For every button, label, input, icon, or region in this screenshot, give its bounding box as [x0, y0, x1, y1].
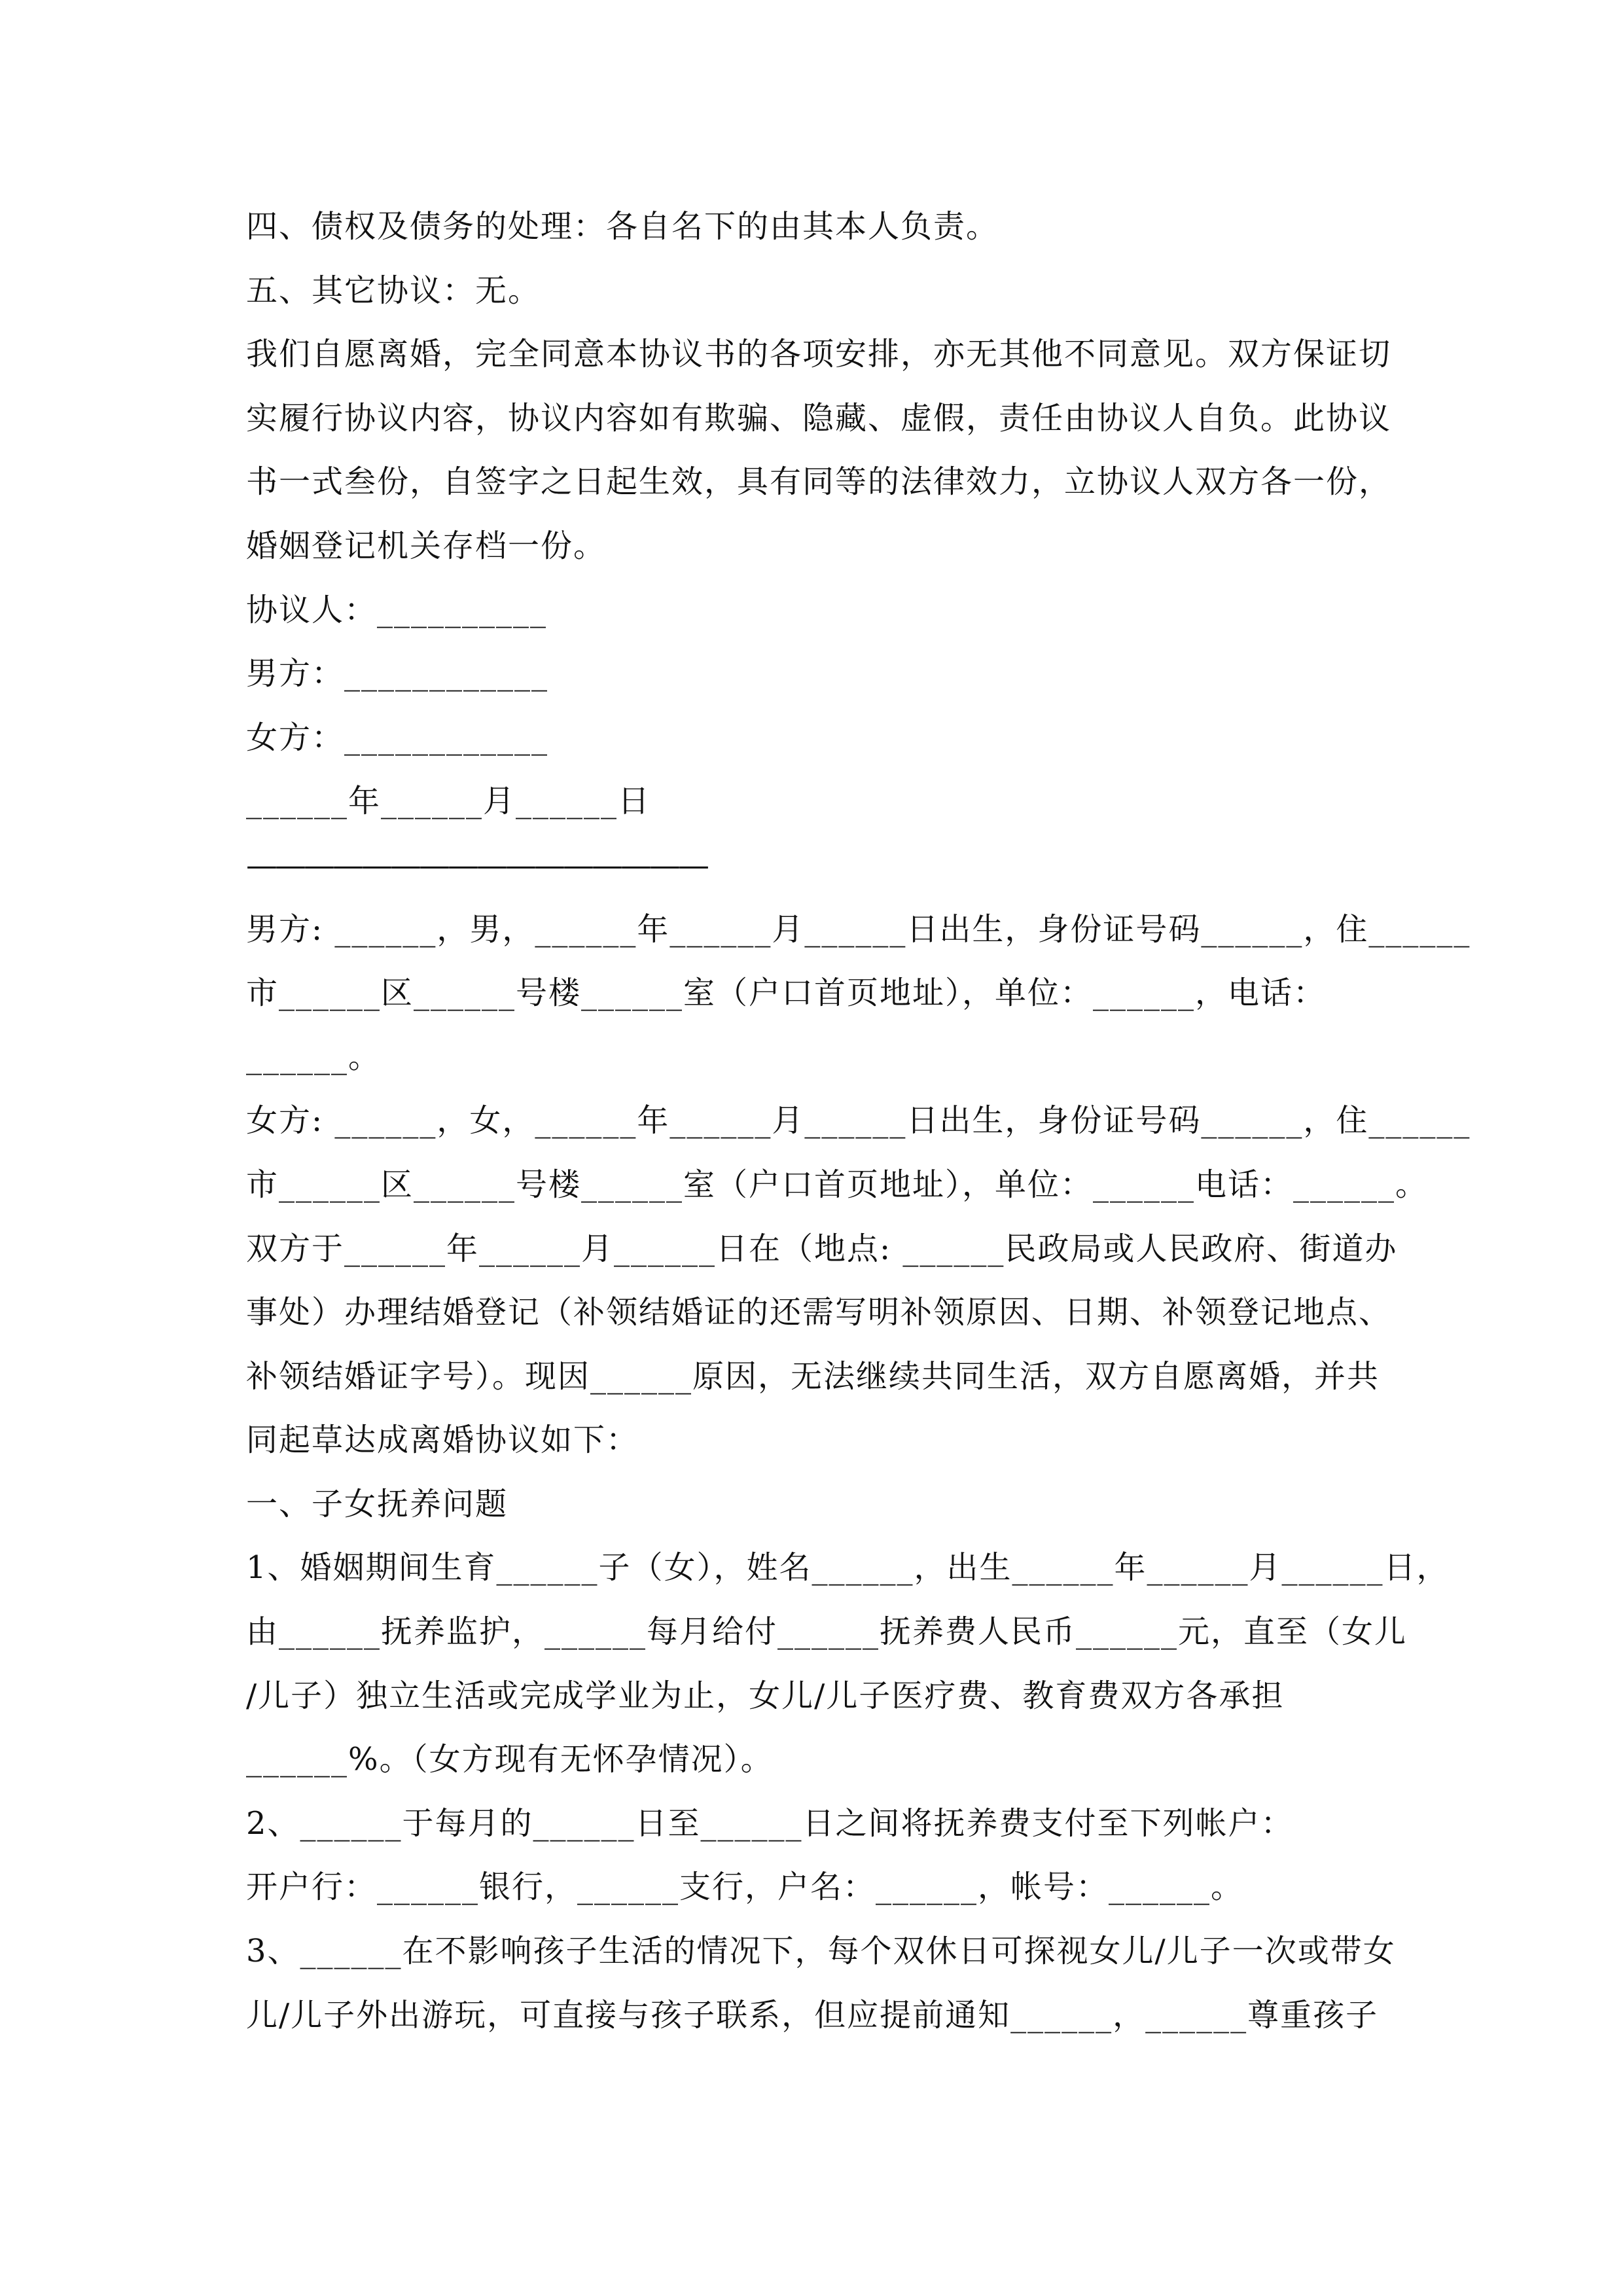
male-party-info: 男方: ______，男，______年______月______日出生，身份证号码______，住______ [246, 910, 1471, 948]
other-agreement-clause: 五、其它协议：无。 [246, 272, 541, 309]
marriage-registration-paragraph: 事处）办理结婚登记（补领结婚证的还需写明补领原因、日期、补领登记地点、 [246, 1294, 1392, 1331]
female-party-info: 女方: ______，女，______年______月______日出生，身份证号码______，住______ [246, 1102, 1471, 1139]
male-party-info: 市______区______号楼______室（户口首页地址），单位：______，电话： [246, 975, 1327, 1012]
male-party-info: ______。 [246, 1038, 382, 1075]
marriage-registration-paragraph: 同起草达成离婚协议如下： [246, 1422, 639, 1459]
statement-paragraph: 婚姻登记机关存档一份。 [246, 527, 607, 564]
section-divider: ———————————————— [246, 846, 707, 884]
custody-clause-2: 2、______于每月的______日至______日之间将抚养费支付至下列帐户： [246, 1804, 1294, 1842]
signatory-field: 协议人：__________ [246, 591, 548, 628]
female-signature-field: 女方：____________ [246, 719, 549, 756]
statement-paragraph: 我们自愿离婚，完全同意本协议书的各项安排，亦无其他不同意见。双方保证切 [246, 336, 1392, 373]
marriage-registration-paragraph: 补领结婚证字号）。现因______原因，无法继续共同生活，双方自愿离婚，并共 [246, 1357, 1380, 1395]
custody-clause-1: /儿子）独立生活或完成学业为止，女儿/儿子医疗费、教育费双方各承担 [246, 1677, 1285, 1714]
statement-paragraph: 书一式叁份，自签字之日起生效，具有同等的法律效力，立协议人双方各一份， [246, 463, 1392, 501]
child-custody-heading: 一、子女抚养问题 [246, 1485, 508, 1522]
debt-clause: 四、债权及债务的处理：各自名下的由其本人负责。 [246, 208, 999, 245]
custody-clause-3: 儿/儿子外出游玩，可直接与孩子联系，但应提前通知______，______尊重孩子 [246, 1996, 1379, 2034]
custody-clause-1: ______%。（女方现有无怀孕情况）。 [246, 1741, 774, 1778]
marriage-registration-paragraph: 双方于______年______月______日在（地点: ______民政局或人民政府、街道办 [246, 1230, 1398, 1267]
custody-clause-1: 1、婚姻期间生育______子（女），姓名______，出生______年______月______日， [246, 1549, 1450, 1587]
female-party-info: 市______区______号楼______室（户口首页地址），单位：______电话：______。 [246, 1166, 1429, 1203]
male-signature-field: 男方：____________ [246, 655, 549, 692]
statement-paragraph: 实履行协议内容，协议内容如有欺骗、隐藏、虚假，责任由协议人自负。此协议 [246, 399, 1392, 437]
custody-clause-3: 3、______在不影响孩子生活的情况下，每个双休日可探视女儿/儿子一次或带女 [246, 1933, 1396, 1970]
agreement-body [246, 195, 1471, 2047]
custody-clause-1: 由______抚养监护，______每月给付______抚养费人民币______元，直至（女儿 [246, 1613, 1408, 1651]
bank-account-line: 开户行：______银行，______支行，户名：______，帐号：______。 [246, 1869, 1244, 1906]
date-field: ______年______月______日 [246, 783, 651, 820]
